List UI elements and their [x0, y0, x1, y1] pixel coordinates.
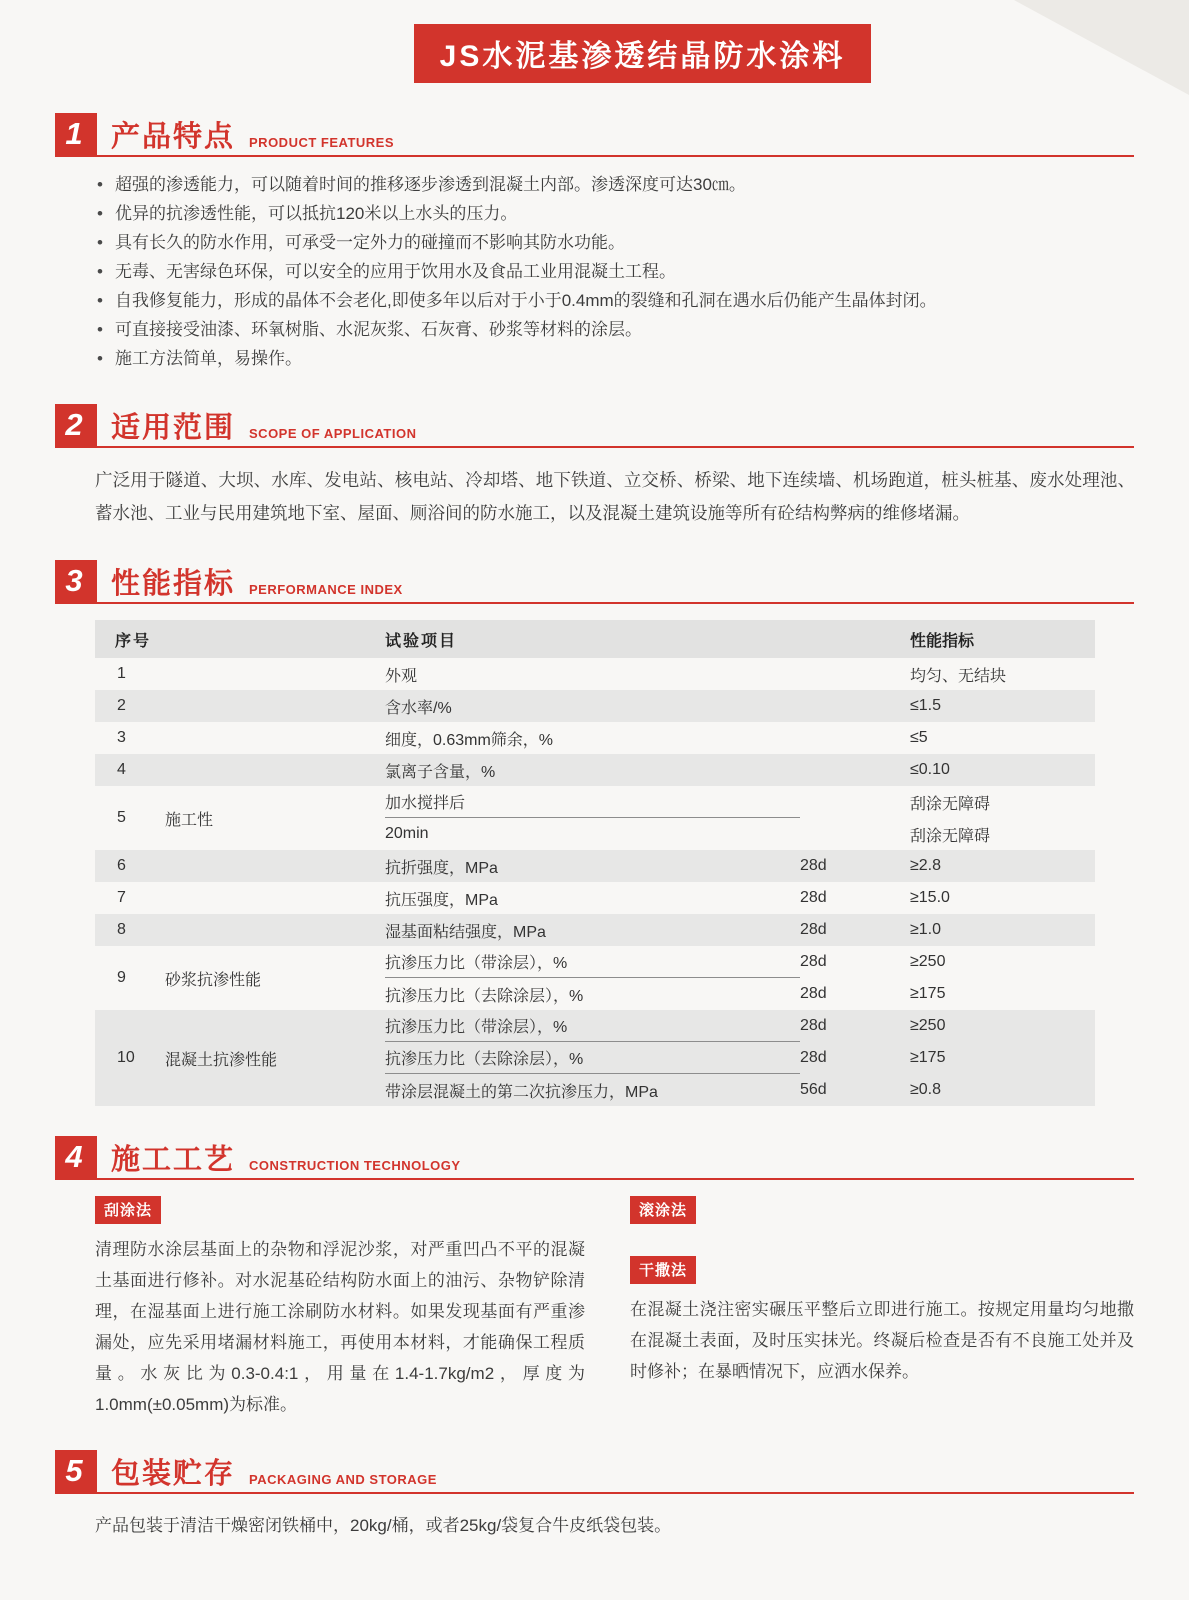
test-item-cell: 抗渗压力比（去除涂层），%	[385, 1042, 800, 1074]
method-text-dry-sprinkle: 在混凝土浇注密实碾压平整后立即进行施工。按规定用量均匀地撒在混凝土表面，及时压实抹光。终凝后检查是否有不良施工处并及时修补；在暴晒情况下，应洒水保养。	[630, 1300, 1134, 1381]
test-item-cell: 带涂层混凝土的第二次抗渗压力，MPa	[385, 1083, 658, 1101]
row-number: 5	[117, 809, 126, 826]
col-header-test-item: 试验项目	[385, 632, 458, 650]
row-subrows	[385, 658, 1095, 690]
index-value-cell: ≥250	[910, 1017, 946, 1034]
row-subrows	[385, 1010, 1095, 1106]
test-item-cell: 20min	[385, 825, 429, 842]
index-value-cell: ≥15.0	[910, 889, 950, 906]
table-subrow	[385, 722, 1095, 754]
test-item-cell: 抗折强度，MPa	[385, 859, 498, 877]
age-cell	[800, 818, 910, 850]
scope-paragraph: 广泛用于隧道、大坝、水库、发电站、核电站、冷却塔、地下铁道、立交桥、桥梁、地下连续墙、机场跑道，桩头桩基、废水处理池、蓄水池、工业与民用建筑地下室、屋面、厕浴间的防水施工，以及混凝土建筑设施等所有砼结构弊病的维修堵漏。	[95, 470, 1135, 523]
age-cell: 28d	[800, 857, 827, 874]
index-value-cell: ≥250	[910, 953, 946, 970]
row-number: 10	[117, 1049, 135, 1066]
row-number: 3	[117, 729, 126, 746]
section-5-subtitle: PACKAGING AND STORAGE	[249, 1472, 437, 1487]
section-1-subtitle: PRODUCT FEATURES	[249, 135, 394, 150]
section-1-header	[55, 113, 1134, 157]
table-row	[95, 690, 1095, 722]
section-3-title: 性能指标	[111, 568, 236, 600]
feature-list	[95, 171, 1134, 374]
index-value-cell: ≤5	[910, 729, 928, 746]
row-subrows	[385, 754, 1095, 786]
table-subrow	[385, 818, 1095, 850]
row-category	[165, 722, 385, 754]
section-3-header	[55, 560, 1134, 604]
section-performance-index	[55, 560, 1134, 1106]
method-dry-sprinkle	[630, 1256, 1134, 1387]
row-subrows	[385, 882, 1095, 914]
method-scrape-coating	[95, 1196, 585, 1420]
feature-item: • 可直接接受油漆、环氧树脂、水泥灰浆、石灰膏、砂浆等材料的涂层。	[95, 316, 1134, 345]
index-value-cell: ≥0.8	[910, 1081, 942, 1098]
section-2-number-badge: 2	[55, 404, 97, 446]
table-subrow	[385, 1042, 1095, 1074]
section-3-subtitle: PERFORMANCE INDEX	[249, 582, 403, 597]
section-5-title: 包装贮存	[111, 1458, 236, 1490]
section-5-header	[55, 1450, 1134, 1494]
test-item-cell: 湿基面粘结强度，MPa	[385, 923, 546, 941]
table-subrow	[385, 850, 1095, 882]
section-scope	[55, 404, 1134, 530]
method-text-scrape: 清理防水涂层基面上的杂物和浮泥沙浆，对严重凹凸不平的混凝土基面进行修补。对水泥基砼结构防水面上的油污、杂物铲除清理，在湿基面上进行施工涂刷防水材料。如果发现基面有严重渗漏处，应先采用堵漏材料施工，再使用本材料，才能确保工程质量。水灰比为0.3-0.4:1，用量在1.4-1.7kg/m2，厚度为1.0mm(±0.05mm)为标准。	[95, 1240, 585, 1414]
row-number: 8	[117, 921, 126, 938]
test-item-cell: 细度，0.63mm筛余，%	[385, 731, 554, 749]
table-row	[95, 786, 1095, 850]
index-value-cell: 刮涂无障碍	[910, 827, 991, 845]
feature-item: • 优异的抗渗透性能，可以抵抗120米以上水头的压力。	[95, 200, 1134, 229]
index-value-cell: ≤0.10	[910, 761, 950, 778]
construction-right-column	[630, 1196, 1134, 1420]
method-badge-dry-sprinkle: 干撒法	[630, 1256, 696, 1284]
feature-item: • 具有长久的防水作用，可承受一定外力的碰撞而不影响其防水功能。	[95, 229, 1134, 258]
test-item-cell: 抗渗压力比（去除涂层），%	[385, 987, 584, 1005]
test-item-cell: 抗渗压力比（带涂层），%	[385, 1010, 800, 1042]
table-subrow	[385, 882, 1095, 914]
method-badge-scrape: 刮涂法	[95, 1196, 161, 1224]
table-subrow	[385, 914, 1095, 946]
row-category: 施工性	[165, 811, 214, 829]
test-item-cell: 外观	[385, 667, 418, 685]
age-cell: 56d	[800, 1081, 827, 1098]
age-cell	[800, 690, 910, 722]
table-header-row	[95, 620, 1095, 658]
table-subrow	[385, 690, 1095, 722]
section-1-number-badge: 1	[55, 113, 97, 155]
index-value-cell: ≥2.8	[910, 857, 942, 874]
test-item-cell: 含水率/%	[385, 699, 452, 717]
age-cell	[800, 754, 910, 786]
table-row	[95, 754, 1095, 786]
test-item-cell: 抗渗压力比（带涂层），%	[385, 946, 800, 978]
row-category	[165, 690, 385, 722]
row-number: 9	[117, 969, 126, 986]
table-row	[95, 658, 1095, 690]
age-cell: 28d	[800, 1017, 827, 1034]
row-category: 混凝土抗渗性能	[165, 1051, 278, 1069]
table-subrow	[385, 978, 1095, 1010]
performance-table-body	[95, 658, 1095, 1106]
section-construction-technology	[55, 1136, 1134, 1420]
construction-left-column	[95, 1196, 585, 1420]
index-value-cell: 均匀、无结块	[910, 667, 1007, 685]
row-subrows	[385, 722, 1095, 754]
feature-item: • 自我修复能力，形成的晶体不会老化,即使多年以后对于小于0.4mm的裂缝和孔洞在遇水后仍能产生晶体封闭。	[95, 287, 1134, 316]
method-badge-roll: 滚涂法	[630, 1196, 696, 1224]
index-value-cell: ≥1.0	[910, 921, 942, 938]
row-number: 4	[117, 761, 126, 778]
method-roll-coating	[630, 1196, 1134, 1224]
feature-item: • 施工方法简单，易操作。	[95, 345, 1134, 374]
table-row	[95, 946, 1095, 1010]
table-row	[95, 914, 1095, 946]
row-category: 砂浆抗渗性能	[165, 971, 262, 989]
section-1-title: 产品特点	[111, 121, 236, 153]
row-subrows	[385, 850, 1095, 882]
test-item-cell: 氯离子含量，%	[385, 763, 496, 781]
test-item-cell: 加水搅拌后	[385, 786, 800, 818]
row-category	[165, 658, 385, 690]
section-packaging-storage	[55, 1450, 1134, 1540]
table-subrow	[385, 786, 1095, 818]
row-category	[165, 850, 385, 882]
age-cell	[800, 658, 910, 690]
table-row	[95, 1010, 1095, 1106]
table-subrow	[385, 1074, 1095, 1106]
index-value-cell: 刮涂无障碍	[910, 795, 991, 813]
construction-columns	[95, 1196, 1134, 1420]
section-3-number-badge: 3	[55, 560, 97, 602]
test-item-cell: 抗压强度，MPa	[385, 891, 498, 909]
section-product-features	[55, 113, 1134, 374]
section-5-number-badge: 5	[55, 1450, 97, 1492]
age-cell	[800, 786, 910, 818]
table-row	[95, 850, 1095, 882]
age-cell	[800, 722, 910, 754]
row-subrows	[385, 690, 1095, 722]
row-number: 7	[117, 889, 126, 906]
feature-item: • 超强的渗透能力，可以随着时间的推移逐步渗透到混凝土内部。渗透深度可达30㎝。	[95, 171, 1134, 200]
row-number: 1	[117, 665, 126, 682]
table-row	[95, 882, 1095, 914]
section-4-number-badge: 4	[55, 1136, 97, 1178]
section-4-title: 施工工艺	[111, 1144, 236, 1176]
row-number: 2	[117, 697, 126, 714]
document-title: JS水泥基渗透结晶防水涂料	[414, 24, 872, 83]
index-value-cell: ≤1.5	[910, 697, 942, 714]
section-2-title: 适用范围	[111, 412, 236, 444]
performance-table	[95, 620, 1095, 1106]
age-cell: 28d	[800, 985, 827, 1002]
section-2-subtitle: SCOPE OF APPLICATION	[249, 426, 417, 441]
table-row	[95, 722, 1095, 754]
section-4-header	[55, 1136, 1134, 1180]
table-subrow	[385, 946, 1095, 978]
col-header-performance-index: 性能指标	[910, 632, 975, 650]
col-header-no: 序号	[115, 632, 152, 650]
row-category	[165, 882, 385, 914]
section-4-subtitle: CONSTRUCTION TECHNOLOGY	[249, 1158, 461, 1173]
row-category	[165, 754, 385, 786]
row-category	[165, 914, 385, 946]
index-value-cell: ≥175	[910, 985, 946, 1002]
age-cell: 28d	[800, 1049, 827, 1066]
row-subrows	[385, 914, 1095, 946]
age-cell: 28d	[800, 953, 827, 970]
feature-item: • 无毒、无害绿色环保，可以安全的应用于饮用水及食品工业用混凝土工程。	[95, 258, 1134, 287]
packaging-paragraph: 产品包装于清洁干燥密闭铁桶中，20kg/桶，或者25kg/袋复合牛皮纸袋包装。	[95, 1516, 672, 1535]
age-cell: 28d	[800, 921, 827, 938]
row-number: 6	[117, 857, 126, 874]
table-subrow	[385, 1010, 1095, 1042]
title-banner-wrap	[103, 0, 1182, 83]
table-subrow	[385, 658, 1095, 690]
row-subrows	[385, 946, 1095, 1010]
index-value-cell: ≥175	[910, 1049, 946, 1066]
row-subrows	[385, 786, 1095, 850]
table-subrow	[385, 754, 1095, 786]
age-cell: 28d	[800, 889, 827, 906]
section-2-header	[55, 404, 1134, 448]
